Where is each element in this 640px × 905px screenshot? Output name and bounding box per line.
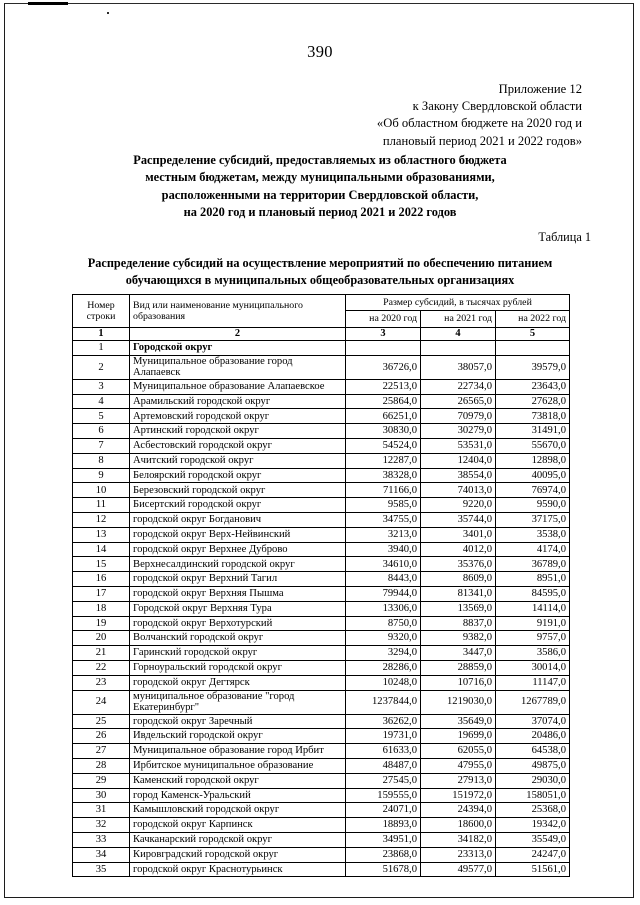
- cell-amount-2022: 37175,0: [496, 512, 570, 527]
- header-row-number: [73, 295, 130, 328]
- header-year-2020: на 2020 год: [346, 311, 421, 328]
- cell-amount-2022: 55670,0: [496, 438, 570, 453]
- cell-amount-2021: 12404,0: [421, 453, 496, 468]
- cell-municipality-name: Камышловский городской округ: [130, 803, 346, 818]
- cell-municipality-name: Волчанский городской округ: [130, 631, 346, 646]
- cell-amount-2020: 9585,0: [346, 498, 421, 513]
- cell-municipality-name: городской округ Верхняя Пышма: [130, 586, 346, 601]
- page-title-line-4: на 2020 год и плановый период 2021 и 2022 годов: [183, 205, 457, 220]
- cell-amount-2022: 36789,0: [496, 557, 570, 572]
- appendix-line-4: плановый период 2021 и 2022 годов»: [382, 133, 582, 148]
- header-municipality-name: [130, 295, 346, 328]
- table-row: [73, 586, 570, 601]
- cell-municipality-name: городской округ Дегтярск: [130, 675, 346, 690]
- table-row: [73, 512, 570, 527]
- header-row-number-line1: Номер: [87, 299, 115, 311]
- cell-amount-2021: 70979,0: [421, 409, 496, 424]
- table-row: [73, 862, 570, 877]
- table-row: [73, 468, 570, 483]
- cell-amount-2020: 159555,0: [346, 788, 421, 803]
- cell-municipality-name: Муниципальное образование город Ирбит: [130, 744, 346, 759]
- table-row: [73, 660, 570, 675]
- cell-amount-2020: 54524,0: [346, 438, 421, 453]
- cell-amount-2020: 18893,0: [346, 818, 421, 833]
- table-row: [73, 675, 570, 690]
- cell-municipality-name: Горноуральский городской округ: [130, 660, 346, 675]
- cell-amount-2020: 36262,0: [346, 714, 421, 729]
- cell-amount-2021: 3401,0: [421, 527, 496, 542]
- cell-amount-2020: 34610,0: [346, 557, 421, 572]
- cell-row-number: 35: [73, 862, 130, 877]
- cell-amount-2020: 34755,0: [346, 512, 421, 527]
- cell-amount-2022: 64538,0: [496, 744, 570, 759]
- cell-amount-2022: 39579,0: [496, 355, 570, 379]
- page-title-line-3: расположенными на территории Свердловской области,: [161, 187, 479, 202]
- cell-amount-2021: 3447,0: [421, 646, 496, 661]
- cell-amount-2020: 61633,0: [346, 744, 421, 759]
- cell-municipality-name: муниципальное образование "город Екатеринбург": [130, 690, 346, 714]
- table-row: [73, 646, 570, 661]
- column-number-2: 2: [130, 328, 346, 341]
- cell-amount-2022: 19342,0: [496, 818, 570, 833]
- cell-row-number: 34: [73, 847, 130, 862]
- cell-amount-2022: 23643,0: [496, 379, 570, 394]
- table-row: [73, 847, 570, 862]
- cell-row-number: 3: [73, 379, 130, 394]
- cell-municipality-name: Городской округ: [130, 341, 346, 356]
- cell-municipality-name: Белоярский городской округ: [130, 468, 346, 483]
- table-row: [73, 758, 570, 773]
- cell-amount-2021: 9220,0: [421, 498, 496, 513]
- table-row: [73, 601, 570, 616]
- page-title: [60, 152, 580, 222]
- cell-amount-2022: 9757,0: [496, 631, 570, 646]
- cell-row-number: 23: [73, 675, 130, 690]
- cell-amount-2021: 34182,0: [421, 832, 496, 847]
- cell-amount-2020: 27545,0: [346, 773, 421, 788]
- cell-municipality-name: городской округ Заречный: [130, 714, 346, 729]
- cell-amount-2020: 38328,0: [346, 468, 421, 483]
- cell-amount-2021: 35376,0: [421, 557, 496, 572]
- cell-row-number: 24: [73, 690, 130, 714]
- cell-amount-2020: 30830,0: [346, 424, 421, 439]
- cell-amount-2020: 36726,0: [346, 355, 421, 379]
- table-row: [73, 527, 570, 542]
- cell-amount-2021: 151972,0: [421, 788, 496, 803]
- cell-row-number: 29: [73, 773, 130, 788]
- column-number-4: 4: [421, 328, 496, 341]
- table-row: [73, 483, 570, 498]
- cell-municipality-name: Верхнесалдинский городской округ: [130, 557, 346, 572]
- cell-amount-2020: 34951,0: [346, 832, 421, 847]
- cell-amount-2021: [421, 341, 496, 356]
- table-row: [73, 542, 570, 557]
- cell-row-number: 9: [73, 468, 130, 483]
- cell-amount-2022: 31491,0: [496, 424, 570, 439]
- cell-row-number: 7: [73, 438, 130, 453]
- table-caption-line-1: Распределение субсидий на осуществление мероприятий по обеспечению питанием: [87, 256, 553, 270]
- cell-amount-2021: 10716,0: [421, 675, 496, 690]
- cell-municipality-name: Арамильский городской округ: [130, 394, 346, 409]
- cell-amount-2022: 24247,0: [496, 847, 570, 862]
- cell-amount-2021: 53531,0: [421, 438, 496, 453]
- cell-municipality-name: Каменский городской округ: [130, 773, 346, 788]
- cell-row-number: 19: [73, 616, 130, 631]
- cell-row-number: 2: [73, 355, 130, 379]
- cell-municipality-name: городской округ Верх-Нейвинский: [130, 527, 346, 542]
- cell-row-number: 25: [73, 714, 130, 729]
- cell-amount-2020: 13306,0: [346, 601, 421, 616]
- cell-row-number: 5: [73, 409, 130, 424]
- table-row: [73, 744, 570, 759]
- cell-municipality-name: город Каменск-Уральский: [130, 788, 346, 803]
- cell-amount-2020: 8750,0: [346, 616, 421, 631]
- cell-amount-2020: 71166,0: [346, 483, 421, 498]
- table-row: [73, 832, 570, 847]
- cell-amount-2021: 18600,0: [421, 818, 496, 833]
- cell-row-number: 27: [73, 744, 130, 759]
- cell-row-number: 26: [73, 729, 130, 744]
- cell-amount-2020: 9320,0: [346, 631, 421, 646]
- cell-amount-2020: 48487,0: [346, 758, 421, 773]
- cell-municipality-name: Муниципальное образование Алапаевское: [130, 379, 346, 394]
- cell-row-number: 21: [73, 646, 130, 661]
- header-year-2022: на 2022 год: [496, 311, 570, 328]
- cell-municipality-name: Ачитский городской округ: [130, 453, 346, 468]
- cell-row-number: 32: [73, 818, 130, 833]
- appendix-line-1: Приложение 12: [498, 82, 582, 96]
- cell-amount-2022: 37074,0: [496, 714, 570, 729]
- cell-row-number: 1: [73, 341, 130, 356]
- cell-row-number: 4: [73, 394, 130, 409]
- cell-amount-2021: 27913,0: [421, 773, 496, 788]
- cell-amount-2021: 38057,0: [421, 355, 496, 379]
- cell-amount-2021: 30279,0: [421, 424, 496, 439]
- table-row: [73, 379, 570, 394]
- table-label: Таблица 1: [538, 230, 591, 244]
- table-row: [73, 557, 570, 572]
- cell-amount-2022: 49875,0: [496, 758, 570, 773]
- cell-amount-2021: 81341,0: [421, 586, 496, 601]
- cell-municipality-name: городской округ Богданович: [130, 512, 346, 527]
- cell-amount-2021: 35649,0: [421, 714, 496, 729]
- cell-amount-2020: 3294,0: [346, 646, 421, 661]
- cell-amount-2021: 8837,0: [421, 616, 496, 631]
- appendix-line-2: к Закону Свердловской области: [412, 99, 582, 114]
- header-row-number-line2: строки: [86, 311, 116, 322]
- cell-municipality-name: Бисертский городской округ: [130, 498, 346, 513]
- table-row: [73, 631, 570, 646]
- cell-row-number: 10: [73, 483, 130, 498]
- cell-amount-2020: [346, 341, 421, 356]
- cell-amount-2021: 8609,0: [421, 572, 496, 587]
- cell-amount-2021: 28859,0: [421, 660, 496, 675]
- table-header: [73, 295, 570, 341]
- cell-amount-2022: 4174,0: [496, 542, 570, 557]
- page-number: 390: [307, 42, 333, 61]
- cell-amount-2020: 66251,0: [346, 409, 421, 424]
- table-row: [73, 729, 570, 744]
- cell-row-number: 33: [73, 832, 130, 847]
- cell-amount-2020: 28286,0: [346, 660, 421, 675]
- cell-municipality-name: городской округ Верхнее Дуброво: [130, 542, 346, 557]
- cell-amount-2022: 35549,0: [496, 832, 570, 847]
- table-row: [73, 773, 570, 788]
- cell-amount-2022: 20486,0: [496, 729, 570, 744]
- table-row: [73, 341, 570, 356]
- cell-municipality-name: Кировградский городской округ: [130, 847, 346, 862]
- header-amount-group: Размер субсидий, в тысячах рублей: [346, 295, 570, 311]
- cell-municipality-name: городской округ Краснотурьинск: [130, 862, 346, 877]
- cell-amount-2022: 3538,0: [496, 527, 570, 542]
- cell-amount-2022: 51561,0: [496, 862, 570, 877]
- cell-amount-2022: 30014,0: [496, 660, 570, 675]
- header-municipality-name-line1: Вид или наименование муниципального: [133, 299, 303, 311]
- cell-row-number: 30: [73, 788, 130, 803]
- cell-amount-2020: 22513,0: [346, 379, 421, 394]
- cell-amount-2021: 19699,0: [421, 729, 496, 744]
- cell-amount-2021: 49577,0: [421, 862, 496, 877]
- cell-municipality-name: Городской округ Верхняя Тура: [130, 601, 346, 616]
- cell-row-number: 16: [73, 572, 130, 587]
- cell-amount-2022: 11147,0: [496, 675, 570, 690]
- header-municipality-name-line2: образования: [133, 311, 186, 322]
- cell-amount-2022: [496, 341, 570, 356]
- table-row: [73, 714, 570, 729]
- cell-amount-2022: 84595,0: [496, 586, 570, 601]
- cell-amount-2020: 12287,0: [346, 453, 421, 468]
- cell-municipality-name: Ирбитское муниципальное образование: [130, 758, 346, 773]
- cell-row-number: 6: [73, 424, 130, 439]
- appendix-line-3: «Об областном бюджете на 2020 год и: [376, 116, 582, 131]
- cell-amount-2021: 62055,0: [421, 744, 496, 759]
- cell-amount-2022: 158051,0: [496, 788, 570, 803]
- cell-municipality-name: городской округ Верхотурский: [130, 616, 346, 631]
- cell-amount-2022: 8951,0: [496, 572, 570, 587]
- table-row: [73, 453, 570, 468]
- table-column-number-row: [73, 328, 570, 341]
- header-year-2021: на 2021 год: [421, 311, 496, 328]
- column-number-5: 5: [496, 328, 570, 341]
- cell-amount-2020: 24071,0: [346, 803, 421, 818]
- cell-row-number: 17: [73, 586, 130, 601]
- cell-municipality-name: Березовский городской округ: [130, 483, 346, 498]
- cell-amount-2022: 9590,0: [496, 498, 570, 513]
- subsidy-distribution-table: [72, 294, 570, 877]
- cell-amount-2022: 14114,0: [496, 601, 570, 616]
- page-title-line-1: Распределение субсидий, предоставляемых из областного бюджета: [133, 153, 507, 167]
- cell-amount-2022: 73818,0: [496, 409, 570, 424]
- table-caption: [60, 255, 580, 290]
- table-caption-line-2: обучающихся в муниципальных общеобразовательных организациях: [125, 273, 515, 288]
- cell-amount-2022: 40095,0: [496, 468, 570, 483]
- table-row: [73, 572, 570, 587]
- cell-amount-2021: 23313,0: [421, 847, 496, 862]
- cell-amount-2021: 38554,0: [421, 468, 496, 483]
- cell-municipality-name: Качканарский городской округ: [130, 832, 346, 847]
- cell-municipality-name: Муниципальное образование город Алапаевск: [130, 355, 346, 379]
- cell-row-number: 11: [73, 498, 130, 513]
- cell-amount-2020: 19731,0: [346, 729, 421, 744]
- cell-row-number: 13: [73, 527, 130, 542]
- page-title-line-2: местным бюджетам, между муниципальными образованиями,: [145, 170, 495, 185]
- table-row: [73, 818, 570, 833]
- cell-amount-2021: 13569,0: [421, 601, 496, 616]
- cell-amount-2021: 24394,0: [421, 803, 496, 818]
- column-number-1: 1: [73, 328, 130, 341]
- cell-row-number: 8: [73, 453, 130, 468]
- cell-amount-2022: 1267789,0: [496, 690, 570, 714]
- cell-amount-2022: 76974,0: [496, 483, 570, 498]
- cell-amount-2021: 4012,0: [421, 542, 496, 557]
- cell-amount-2020: 51678,0: [346, 862, 421, 877]
- cell-row-number: 31: [73, 803, 130, 818]
- cell-municipality-name: Гаринский городской округ: [130, 646, 346, 661]
- cell-row-number: 15: [73, 557, 130, 572]
- cell-row-number: 18: [73, 601, 130, 616]
- cell-amount-2021: 9382,0: [421, 631, 496, 646]
- table-row: [73, 438, 570, 453]
- cell-amount-2022: 12898,0: [496, 453, 570, 468]
- table-row: [73, 803, 570, 818]
- cell-row-number: 12: [73, 512, 130, 527]
- cell-municipality-name: городской округ Карпинск: [130, 818, 346, 833]
- cell-amount-2022: 29030,0: [496, 773, 570, 788]
- cell-municipality-name: городской округ Верхний Тагил: [130, 572, 346, 587]
- cell-amount-2020: 10248,0: [346, 675, 421, 690]
- cell-amount-2020: 23868,0: [346, 847, 421, 862]
- cell-amount-2020: 8443,0: [346, 572, 421, 587]
- table-row: [73, 424, 570, 439]
- table-row: [73, 788, 570, 803]
- table-body: [73, 341, 570, 877]
- cell-amount-2021: 26565,0: [421, 394, 496, 409]
- column-number-3: 3: [346, 328, 421, 341]
- cell-amount-2020: 79944,0: [346, 586, 421, 601]
- cell-row-number: 14: [73, 542, 130, 557]
- table-row: [73, 394, 570, 409]
- cell-amount-2020: 1237844,0: [346, 690, 421, 714]
- table-row: [73, 616, 570, 631]
- table-row: [73, 690, 570, 714]
- cell-row-number: 20: [73, 631, 130, 646]
- cell-municipality-name: Артинский городской округ: [130, 424, 346, 439]
- table-row: [73, 498, 570, 513]
- cell-amount-2021: 35744,0: [421, 512, 496, 527]
- cell-row-number: 28: [73, 758, 130, 773]
- cell-amount-2020: 25864,0: [346, 394, 421, 409]
- cell-amount-2020: 3213,0: [346, 527, 421, 542]
- cell-row-number: 22: [73, 660, 130, 675]
- table-row: [73, 355, 570, 379]
- cell-amount-2021: 74013,0: [421, 483, 496, 498]
- cell-municipality-name: Асбестовский городской округ: [130, 438, 346, 453]
- cell-municipality-name: Ивдельский городской округ: [130, 729, 346, 744]
- cell-municipality-name: Артемовский городской округ: [130, 409, 346, 424]
- cell-amount-2022: 3586,0: [496, 646, 570, 661]
- cell-amount-2022: 27628,0: [496, 394, 570, 409]
- cell-amount-2021: 22734,0: [421, 379, 496, 394]
- table-row: [73, 409, 570, 424]
- cell-amount-2022: 25368,0: [496, 803, 570, 818]
- cell-amount-2020: 3940,0: [346, 542, 421, 557]
- appendix-reference: [222, 81, 582, 150]
- cell-amount-2021: 47955,0: [421, 758, 496, 773]
- cell-amount-2021: 1219030,0: [421, 690, 496, 714]
- cell-amount-2022: 9191,0: [496, 616, 570, 631]
